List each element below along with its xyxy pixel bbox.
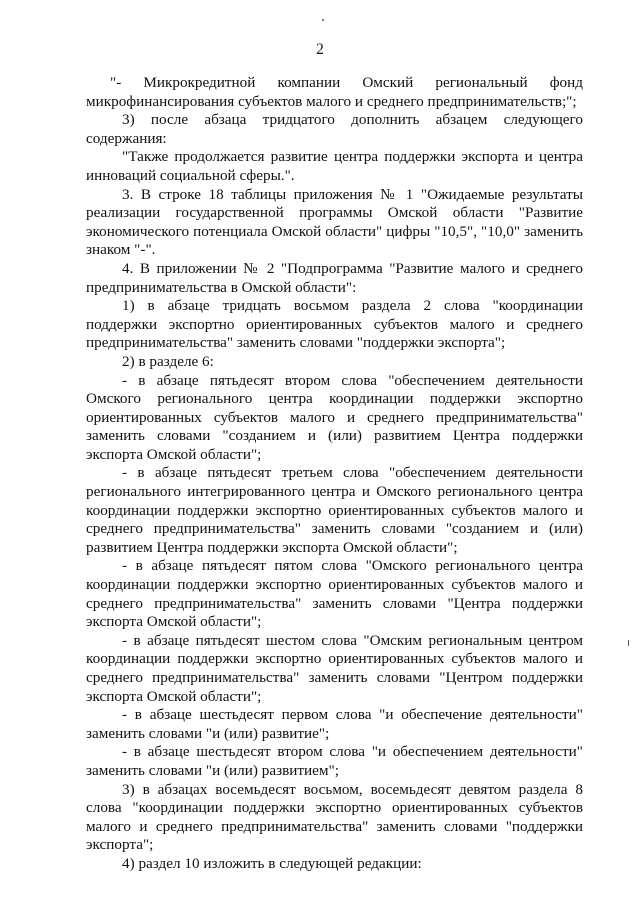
paragraph: 3. В строке 18 таблицы приложения № 1 "Ожидаемые результаты реализации государственной программы Омской области "Развитие экономического потенциала Омской области" цифры "10,5", "10,0" заменить знаком "-". [86,185,583,259]
paragraph: 4. В приложении № 2 "Подпрограмма "Развитие малого и среднего предпринимательства в Омской области": [86,259,583,296]
paragraph: - в абзаце пятьдесят втором слова "обеспечением деятельности Омского регионального центра координации поддержки экспортно ориентированных субъектов малого и среднего предпринимательства" заменить словами "созданием и (или) развитием Центра поддержки экспорта Омской области"; [86,371,583,463]
paragraph: - в абзаце пятьдесят шестом слова "Омским региональным центром координации поддержки экспортно ориентированных субъектов малого и среднего предпринимательства" заменить словами "Центром поддержки экспорта Омской области"; [86,631,583,705]
paragraph: - в абзаце шестьдесят втором слова "и обеспечением деятельности" заменить словами "и (или) развитием"; [86,743,583,779]
paragraph: 3) в абзацах восемьдесят восьмом, восемьдесят девятом раздела 8 слова "координации поддержки экспортно ориентированных субъектов малого и среднего предпринимательства" заменить словами "поддержки экспорта"; [86,780,583,854]
page-number: 2 [316,41,324,58]
paragraph: 3) после абзаца тридцатого дополнить абзацем следующего содержания: [86,111,583,147]
paragraph: - в абзаце пятьдесят пятом слова "Омского регионального центра координации поддержки экспортно ориентированных субъектов малого и среднего предпринимательства" заменить словами "Центра поддержки экспорта Омской области"; [86,557,583,631]
paragraph: "- Микрокредитной компании Омский региональный фонд микрофинансирования субъектов малого и среднего предпринимательств;"; [86,74,583,110]
paragraph: 2) в разделе 6: [122,352,214,370]
paragraph: 1) в абзаце тридцать восьмом раздела 2 слова "координации поддержки экспортно ориентированных субъектов малого и среднего предпринимательства" заменить словами "поддержки экспорта"; [86,297,583,352]
scan-speck [322,19,324,21]
document-body [86,74,583,874]
scan-speck [628,640,629,646]
paragraph: - в абзаце пятьдесят третьем слова "обеспечением деятельности регионального интегрированного центра и Омского регионального центра координации поддержки экспортно ориентированных субъектов малого и среднего предпринимательства" заменить словами "созданием и (или) развитием Центра поддержки экспорта Омской области"; [86,464,583,556]
paragraph: - в абзаце шестьдесят первом слова "и обеспечение деятельности" заменить словами "и (или) развитие"; [86,706,583,742]
paragraph: "Также продолжается развитие центра поддержки экспорта и центра инноваций социальной сферы.". [86,148,583,184]
paragraph: 4) раздел 10 изложить в следующей редакции: [122,854,422,872]
